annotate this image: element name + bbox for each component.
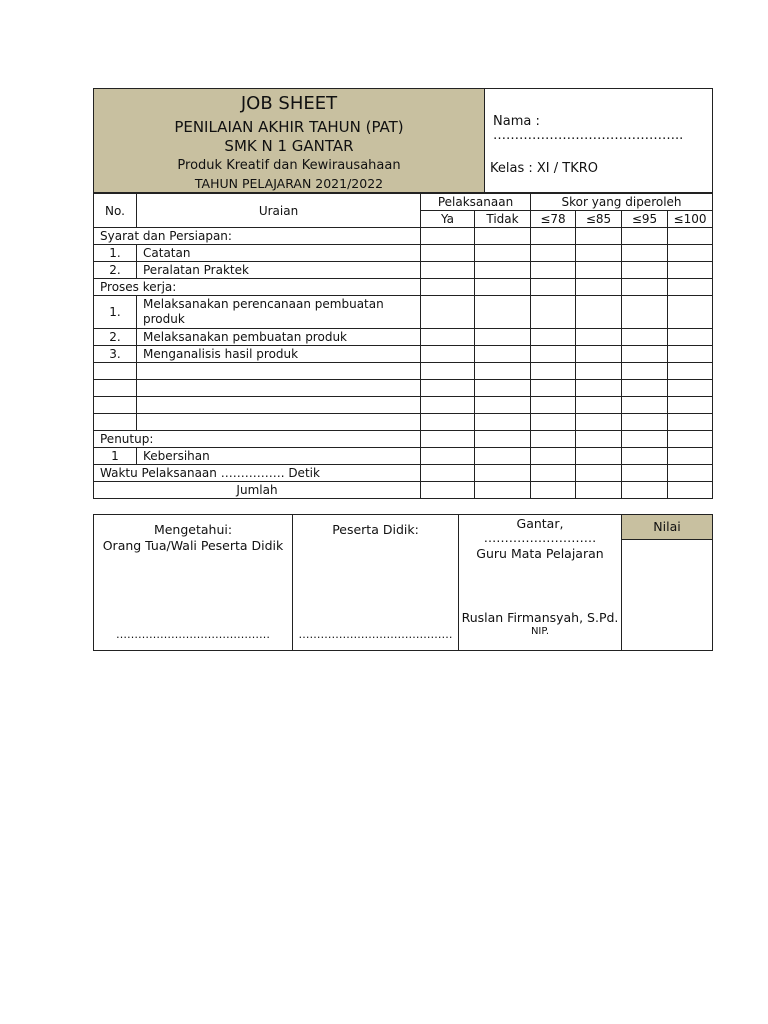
score-col-95: ≤95: [622, 211, 668, 228]
section-penutup: Penutup:: [94, 431, 421, 448]
row-text: Melaksanakan perencanaan pembuatan produk: [137, 296, 421, 329]
row-text: Catatan: [137, 245, 421, 262]
teacher-nip: NIP.: [530, 626, 550, 637]
jumlah-row: [94, 482, 713, 499]
row-text: Kebersihan: [137, 448, 421, 465]
page-title: JOB SHEET: [240, 93, 338, 114]
name-field: Nama : ……………………………………..: [493, 114, 684, 143]
assessment-table: [93, 193, 713, 499]
place-date: Gantar, ………………………: [483, 516, 597, 545]
student-info-block: [485, 89, 713, 193]
table-row: [94, 329, 713, 346]
student-signature-line: ……………………………………: [298, 628, 453, 641]
teacher-signature-block: [459, 515, 622, 651]
student-signature-block: [293, 515, 459, 651]
waktu-pelaksanaan: Waktu Pelaksanaan ……………. Detik: [94, 465, 421, 482]
row-no: 3.: [94, 346, 137, 363]
col-no-header: No.: [94, 194, 137, 228]
empty-row: [94, 397, 713, 414]
empty-row: [94, 414, 713, 431]
score-col-100: ≤100: [668, 211, 713, 228]
peserta-label: Peserta Didik:: [332, 522, 419, 537]
score-col-78: ≤78: [531, 211, 576, 228]
col-tidak-header: Tidak: [475, 211, 531, 228]
teacher-name: Ruslan Firmansyah, S.Pd.: [461, 610, 619, 625]
table-row: [94, 245, 713, 262]
jumlah-label: Jumlah: [94, 482, 421, 499]
nilai-box: [622, 540, 713, 651]
school-name: SMK N 1 GANTAR: [224, 137, 354, 155]
exam-title: PENILAIAN AKHIR TAHUN (PAT): [174, 118, 404, 136]
score-col-85: ≤85: [576, 211, 622, 228]
row-no: 1.: [94, 296, 137, 329]
table-header-row: [94, 194, 713, 211]
table-row: [94, 346, 713, 363]
empty-row: [94, 380, 713, 397]
section-row: [94, 228, 713, 245]
subject-name: Produk Kreatif dan Kewirausahaan: [177, 158, 401, 173]
header-table: [93, 88, 713, 193]
row-text: Melaksanakan pembuatan produk: [137, 329, 421, 346]
waktu-row: [94, 465, 713, 482]
signature-table: [93, 514, 713, 651]
table-row: [94, 448, 713, 465]
header-title-block: [94, 89, 485, 193]
table-row: [94, 296, 713, 329]
col-uraian-header: Uraian: [137, 194, 421, 228]
section-row: [94, 431, 713, 448]
row-no: 1: [94, 448, 137, 465]
row-no: 2.: [94, 262, 137, 279]
table-row: [94, 262, 713, 279]
class-field: Kelas : XI / TKRO: [490, 161, 598, 176]
empty-row: [94, 363, 713, 380]
col-pelaksanaan-header: Pelaksanaan: [421, 194, 531, 211]
mengetahui-label: Mengetahui:: [153, 522, 233, 537]
row-text: Menganalisis hasil produk: [137, 346, 421, 363]
parent-label: Orang Tua/Wali Peserta Didik: [102, 538, 284, 553]
row-text: Peralatan Praktek: [137, 262, 421, 279]
academic-year: TAHUN PELAJARAN 2021/2022: [194, 176, 384, 191]
section-row: [94, 279, 713, 296]
row-no: 2.: [94, 329, 137, 346]
section-proses: Proses kerja:: [94, 279, 421, 296]
col-ya-header: Ya: [421, 211, 475, 228]
section-persiapan: Syarat dan Persiapan:: [94, 228, 421, 245]
teacher-role: Guru Mata Pelajaran: [476, 546, 604, 561]
nilai-header: Nilai: [622, 515, 713, 540]
row-no: 1.: [94, 245, 137, 262]
parent-signature-block: [94, 515, 293, 651]
col-skor-header: Skor yang diperoleh: [531, 194, 713, 211]
parent-signature-line: ……………………………………: [116, 628, 270, 641]
